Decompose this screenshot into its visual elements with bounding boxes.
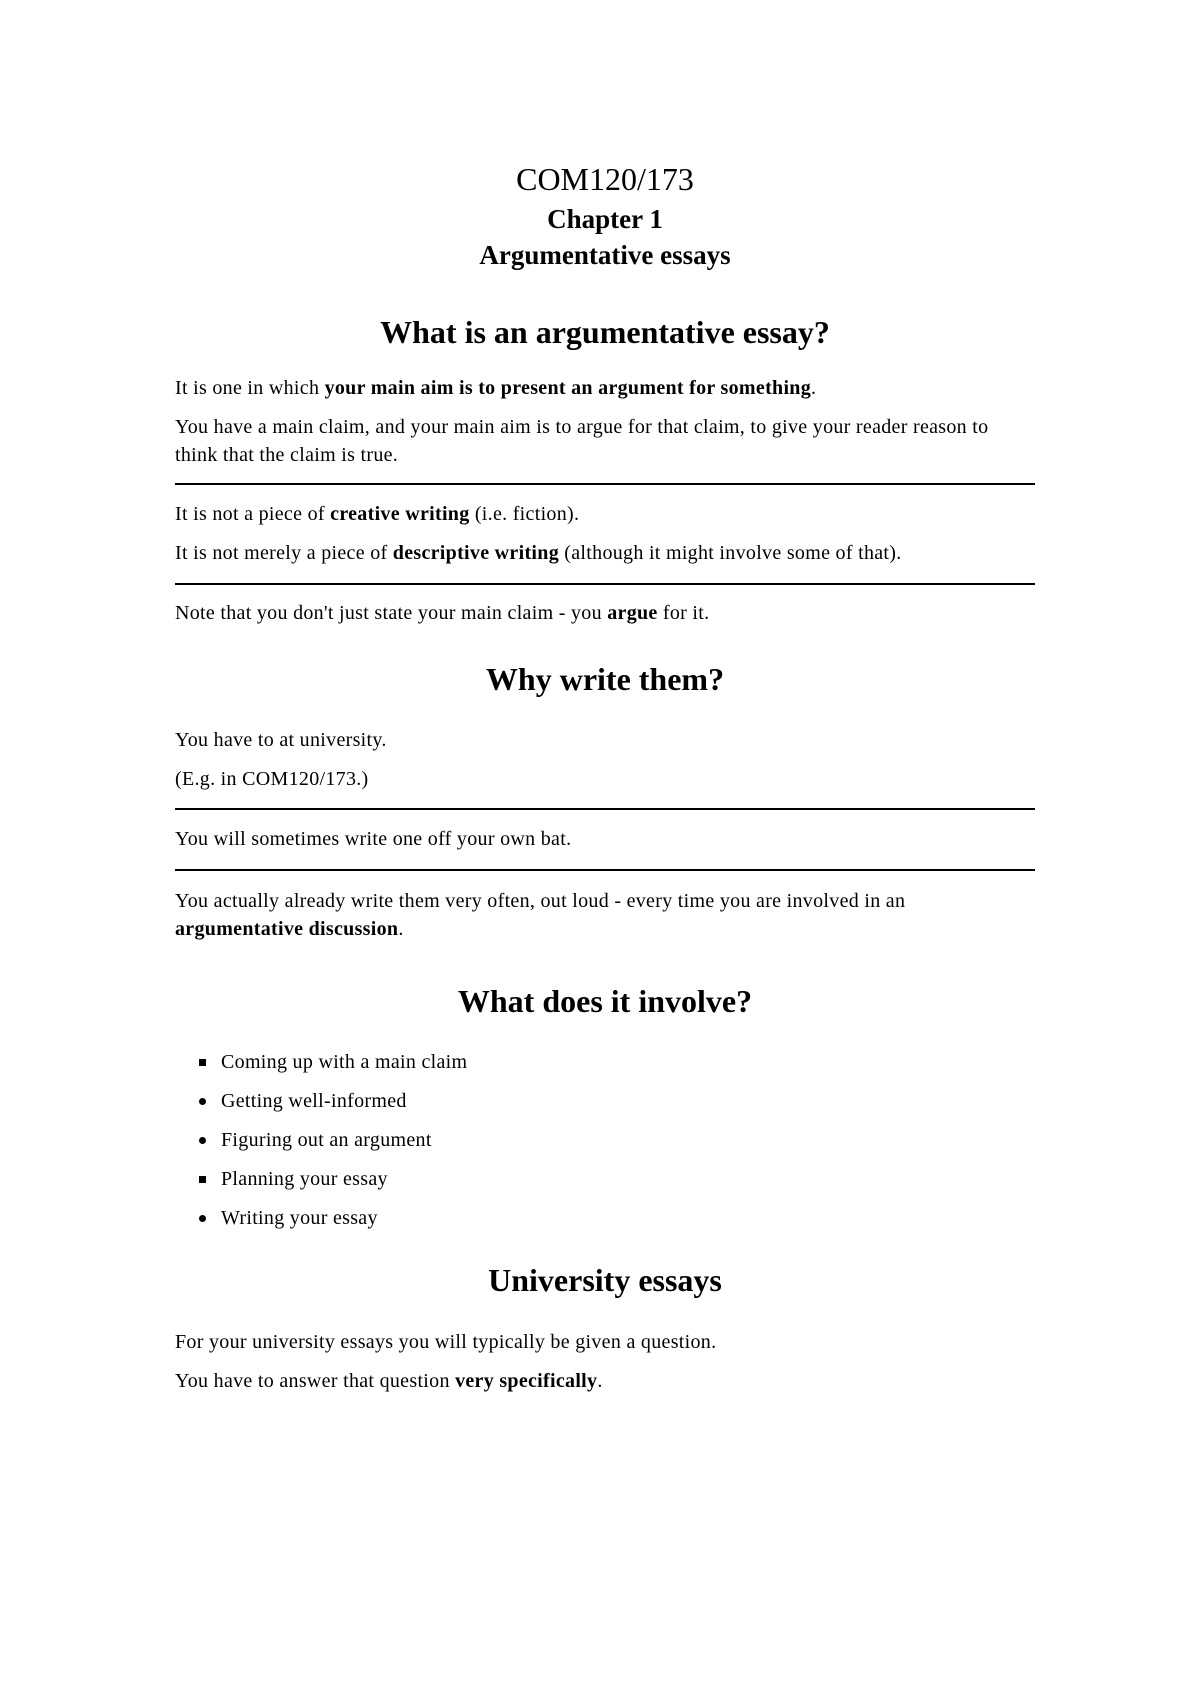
list-item	[221, 1204, 1035, 1232]
involve-list	[175, 1048, 1035, 1232]
paragraph	[175, 500, 1035, 528]
text: (although it might involve some of that).	[559, 542, 902, 564]
text: It is not merely a piece of	[175, 542, 393, 564]
list-item	[221, 1087, 1035, 1115]
paragraph: You have to at university.	[175, 729, 387, 751]
chapter-title: Argumentative essays	[479, 240, 731, 270]
paragraph	[175, 539, 1035, 567]
text: .	[811, 377, 817, 399]
section-heading-why-write: Why write them?	[485, 661, 725, 697]
list-item-label: Figuring out an argument	[221, 1129, 432, 1151]
list-item-label: Writing your essay	[221, 1207, 378, 1229]
paragraph: For your university essays you will typically be given a question.	[175, 1331, 717, 1353]
text: .	[398, 918, 404, 940]
bold-text: creative writing	[330, 503, 470, 525]
round-bullet-icon	[199, 1137, 206, 1144]
text: Note that you don't just state your main claim - you	[175, 602, 608, 624]
divider	[175, 808, 1035, 810]
list-item-label: Planning your essay	[221, 1168, 388, 1190]
paragraph	[175, 374, 1035, 402]
divider	[175, 869, 1035, 871]
divider	[175, 583, 1035, 585]
paragraph	[175, 599, 1035, 627]
list-item-label: Getting well-informed	[221, 1090, 407, 1112]
round-bullet-icon	[199, 1098, 206, 1105]
square-bullet-icon	[199, 1176, 206, 1183]
list-item	[221, 1048, 1035, 1076]
text: for it.	[657, 602, 710, 624]
text: It is one in which	[175, 377, 325, 399]
list-item	[221, 1126, 1035, 1154]
divider	[175, 483, 1035, 485]
bold-text: descriptive writing	[392, 542, 559, 564]
text: You have to answer that question	[175, 1370, 456, 1392]
paragraph	[175, 887, 1035, 943]
section-heading-what-involve: What does it involve?	[457, 983, 753, 1019]
paragraph: You have a main claim, and your main aim is to argue for that claim, to give your reader reason to think that the claim is true.	[175, 416, 989, 466]
course-code: COM120/173	[516, 161, 694, 197]
list-item	[221, 1165, 1035, 1193]
paragraph: (E.g. in COM120/173.)	[175, 768, 369, 790]
text: .	[597, 1370, 603, 1392]
document-header	[175, 160, 1035, 272]
text: You actually already write them very often, out loud - every time you are involved in an	[175, 890, 906, 912]
section-heading-university-essays: University essays	[488, 1262, 722, 1298]
bold-text: very specifically	[455, 1370, 598, 1392]
text: It is not a piece of	[175, 503, 331, 525]
chapter-number: Chapter 1	[547, 204, 663, 234]
text: (i.e. fiction).	[469, 503, 580, 525]
round-bullet-icon	[199, 1215, 206, 1222]
bold-text: argumentative discussion	[175, 918, 399, 940]
paragraph	[175, 1367, 1035, 1395]
square-bullet-icon	[199, 1059, 206, 1066]
paragraph: You will sometimes write one off your own bat.	[175, 828, 572, 850]
bold-text: your main aim is to present an argument for something	[324, 377, 812, 399]
list-item-label: Coming up with a main claim	[221, 1051, 468, 1073]
document-content	[175, 160, 1035, 1395]
bold-text: argue	[607, 602, 658, 624]
section-heading-what-is: What is an argumentative essay?	[380, 314, 830, 350]
